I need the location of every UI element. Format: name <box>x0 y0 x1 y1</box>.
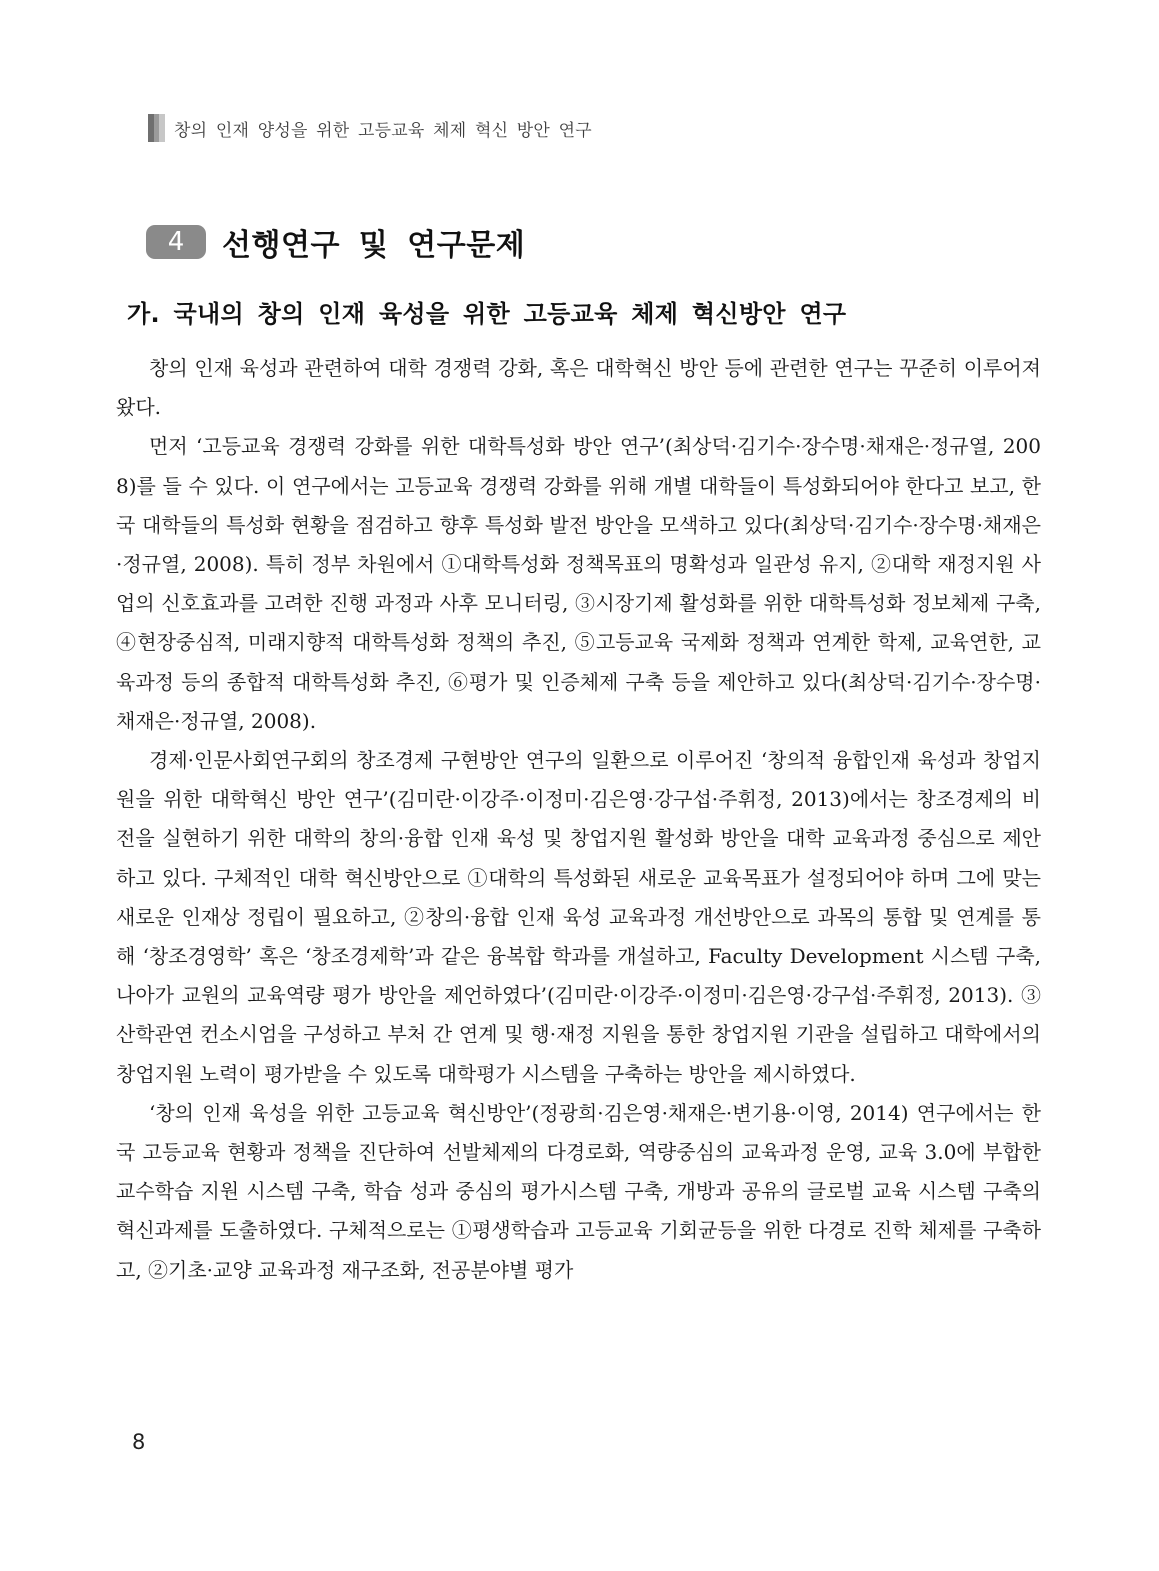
paragraph: 먼저 ‘고등교육 경쟁력 강화를 위한 대학특성화 방안 연구’(최상덕·김기수·장수명·채재은·정규열, 2008)를 들 수 있다. 이 연구에서는 고등교육 경쟁력 강화를 위해 개별 대학들이 특성화되어야 한다고 보고, 한국 대학들의 특성화 현황을 점검하고 향후 특성화 발전 방안을 모색하고 있다(최상덕·김기수·장수명·채재은·정규열, 2008). 특히 정부 차원에서 ①대학특성화 정책목표의 명확성과 일관성 유지, ②대학 재정지원 사업의 신호효과를 고려한 진행 과정과 사후 모니터링, ③시장기제 활성화를 위한 대학특성화 정보체제 구축, ④현장중심적, 미래지향적 대학특성화 정책의 추진, ⑤고등교육 국제화 정책과 연계한 학제, 교육연한, 교육과정 등의 종합적 대학특성화 추진, ⑥평가 및 인증체제 구축 등을 제안하고 있다(최상덕·김기수·장수명·채재은·정규열, 2008). <box>116 434 1041 733</box>
stripe-light <box>159 114 165 142</box>
section-heading <box>146 220 525 264</box>
section-number-badge: 4 <box>146 225 206 259</box>
paragraph: 창의 인재 육성과 관련하여 대학 경쟁력 강화, 혹은 대학혁신 방안 등에 관련한 연구는 꾸준히 이루어져 왔다. <box>116 356 1041 420</box>
header-stripes-icon <box>148 114 165 142</box>
paragraph: 경제·인문사회연구회의 창조경제 구현방안 연구의 일환으로 이루어진 ‘창의적 융합인재 육성과 창업지원을 위한 대학혁신 방안 연구’(김미란·이강주·이정미·김은영·강구섭·주휘정, 2013)에서는 창조경제의 비전을 실현하기 위한 대학의 창의·융합 인재 육성 및 창업지원 활성화 방안을 대학 교육과정 중심으로 제안하고 있다. 구체적인 대학 혁신방안으로 ①대학의 특성화된 새로운 교육목표가 설정되어야 하며 그에 맞는 새로운 인재상 정립이 필요하고, ②창의·융합 인재 육성 교육과정 개선방안으로 과목의 통합 및 연계를 통해 ‘창조경영학’ 혹은 ‘창조경제학’과 같은 융복합 학과를 개설하고, Faculty Development 시스템 구축, 나아가 교원의 교육역량 평가 방안을 제언하였다’(김미란·이강주·이정미·김은영·강구섭·주휘정, 2013). ③산학관연 컨소시엄을 구성하고 부처 간 연계 및 행·재정 지원을 통한 창업지원 기관을 설립하고 대학에서의 창업지원 노력이 평가받을 수 있도록 대학평가 시스템을 구축하는 방안을 제시하였다. <box>116 748 1041 1086</box>
subsection-heading: 가. 국내의 창의 인재 육성을 위한 고등교육 체제 혁신방안 연구 <box>127 300 847 328</box>
running-header-title: 창의 인재 양성을 위한 고등교육 체제 혁신 방안 연구 <box>174 120 592 141</box>
page-number: 8 <box>132 1430 146 1454</box>
paragraph: ‘창의 인재 육성을 위한 고등교육 혁신방안’(정광희·김은영·채재은·변기용·이영, 2014) 연구에서는 한국 고등교육 현황과 정책을 진단하여 선발체제의 다경로화, 역량중심의 교육과정 운영, 교육 3.0에 부합한 교수학습 지원 시스템 구축, 학습 성과 중심의 평가시스템 구축, 개방과 공유의 글로벌 교육 시스템 구축의 혁신과제를 도출하였다. 구체적으로는 ①평생학습과 고등교육 기회균등을 위한 다경로 진학 체제를 구축하고, ②기초·교양 교육과정 재구조화, 전공분야별 평가 <box>116 1100 1041 1282</box>
body-text <box>116 349 1041 1290</box>
section-title: 선행연구 및 연구문제 <box>222 228 526 263</box>
page-running-header <box>148 114 592 142</box>
